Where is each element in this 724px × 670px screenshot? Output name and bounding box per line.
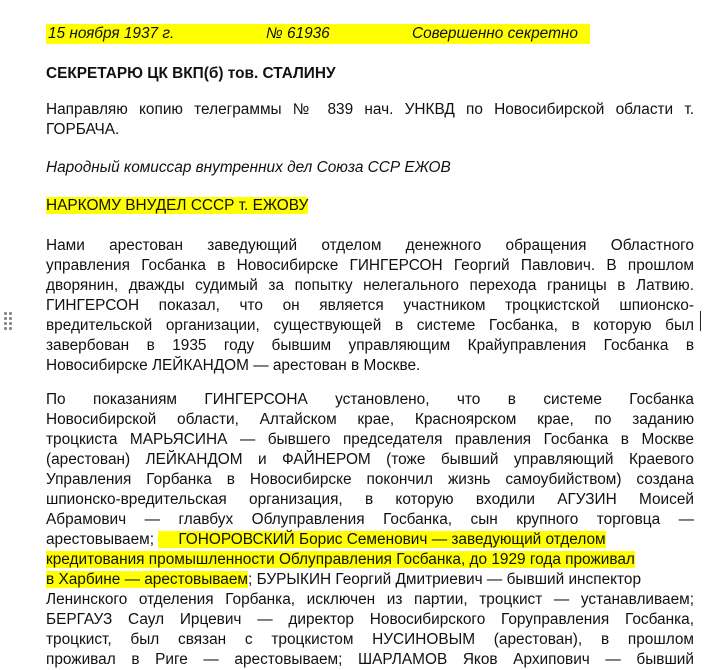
paragraph-line: троцкист, был связан с троцкистом НУСИНОВЫМ (арестован), в прошлом bbox=[46, 631, 694, 648]
cover-letter-line: ГОРБАЧА. bbox=[46, 121, 120, 138]
document-number: № 61936 bbox=[266, 25, 330, 42]
paragraph-line: Новосибирской области, Алтайском крае, Красноярском крае, по заданию bbox=[46, 411, 694, 428]
paragraph-line: проживал в Риге — арестовываем; ШАРЛАМОВ Яков Архипович — бывший bbox=[46, 651, 694, 668]
paragraph-line bbox=[46, 530, 606, 550]
paragraph-line: Новосибирске ЛЕЙКАНДОМ — арестован в Москве. bbox=[46, 357, 421, 374]
text-cursor bbox=[700, 311, 701, 331]
telegram-addressee-text: НАРКОМУ ВНУДЕЛ СССР т. ЕЖОВУ bbox=[46, 197, 309, 214]
paragraph-line: Управления Горбанка в Новосибирске покончил жизнь самоубийством) создана bbox=[46, 471, 694, 488]
paragraph-line: Ленинского отделения Горбанка, исключен из партии, троцкист — устанавливаем; bbox=[46, 591, 694, 608]
paragraph-line: Нами арестован заведующий отделом денежного обращения Областного bbox=[46, 237, 694, 254]
paragraph-text: ; БУРЫКИН Георгий Дмитриевич — бывший инспектор bbox=[248, 571, 642, 588]
paragraph-line: БЕРГАУЗ Саул Ирцевич — директор Новосибирского Горуправления Госбанка, bbox=[46, 611, 694, 628]
cover-letter-line: Направляю копию телеграммы № 839 нач. УНКВД по Новосибирской области т. bbox=[46, 101, 694, 118]
addressee: СЕКРЕТАРЮ ЦК ВКП(б) тов. СТАЛИНУ bbox=[46, 65, 336, 82]
paragraph-line: По показаниям ГИНГЕРСОНА установлено, что в системе Госбанка bbox=[46, 391, 694, 408]
paragraph-line bbox=[46, 550, 635, 570]
paragraph-line: завербован в 1935 году бывшим управляющим Крайуправления Госбанка в bbox=[46, 337, 694, 354]
paragraph-line bbox=[46, 570, 641, 590]
paragraph-line: дворянин, дважды судимый за попытку нелегального перехода границы в Латвию. bbox=[46, 277, 694, 294]
paragraph-line: вредительской организации, существующей в системе Госбанка, в которую был bbox=[46, 317, 694, 334]
document-header bbox=[46, 24, 590, 44]
paragraph-line: управления Госбанка в Новосибирске ГИНГЕРСОН Георгий Павлович. В прошлом bbox=[46, 257, 694, 274]
paragraph-line: троцкиста МАРЬЯСИНА — бывшего председателя правления Госбанка в Москве bbox=[46, 431, 694, 448]
drag-handle-icon[interactable] bbox=[4, 312, 14, 330]
paragraph-text: арестовываем; bbox=[46, 531, 155, 548]
highlighted-text: кредитования промышленности Облуправления Госбанка, до 1929 года проживал bbox=[46, 551, 635, 568]
highlighted-text: ГОНОРОВСКИЙ Борис Семенович — заведующий отделом bbox=[158, 531, 605, 548]
classification-label: Совершенно секретно bbox=[412, 25, 578, 42]
paragraph-line: Абрамович — главбух Облуправления Госбанка, сын крупного торговца — bbox=[46, 511, 694, 528]
paragraph-line: шпионско-вредительская организация, в которую входили АГУЗИН Моисей bbox=[46, 491, 694, 508]
paragraph-line: ГИНГЕРСОН показал, что он является участником троцкистской шпионско- bbox=[46, 297, 694, 314]
document-date: 15 ноября 1937 г. bbox=[48, 25, 175, 42]
highlighted-text: в Харбине — арестовываем bbox=[46, 571, 249, 588]
paragraph-line: (арестован) ЛЕЙКАНДОМ и ФАЙНЕРОМ (тоже бывший управляющий Краевого bbox=[46, 451, 694, 468]
telegram-addressee bbox=[46, 196, 308, 216]
signature: Народный комиссар внутренних дел Союза ССР ЕЖОВ bbox=[46, 159, 451, 176]
